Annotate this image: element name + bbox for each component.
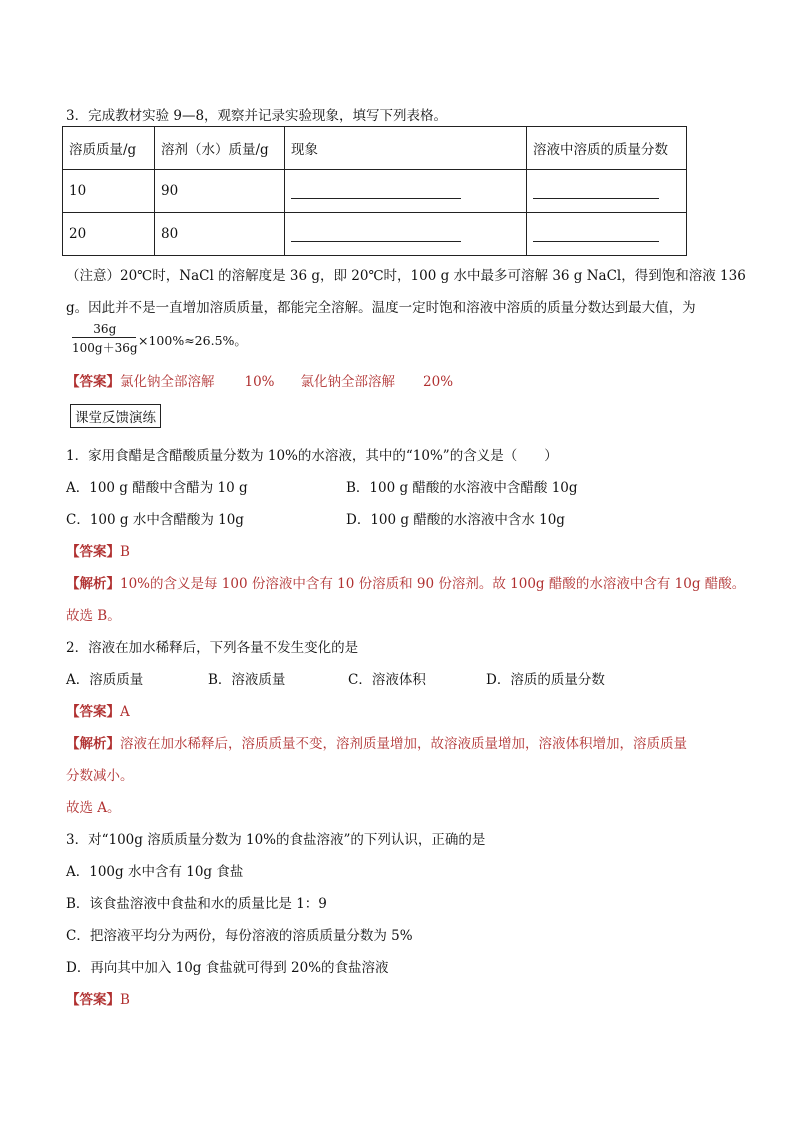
q1-analysis xyxy=(66,572,745,592)
table-cell-blank xyxy=(527,170,687,213)
table-cell: 20 xyxy=(63,213,155,256)
table-cell: 90 xyxy=(155,170,285,213)
q1-option-c: C．100 g 水中含醋酸为 10g xyxy=(66,512,244,528)
answer-label: 【答案】 xyxy=(66,992,120,1008)
q2-option-b: B．溶液质量 xyxy=(208,672,286,688)
table-header-cell: 溶质质量/g xyxy=(63,127,155,170)
q2-analysis-line-2: 分数减小。 xyxy=(66,768,134,784)
fraction-bar xyxy=(72,337,136,338)
q3-option-d: D．再向其中加入 10g 食盐就可得到 20%的食盐溶液 xyxy=(66,960,389,976)
answer-value: 10% xyxy=(244,374,275,390)
question-3-intro: 3．完成教材实验 9—8，观察并记录实验现象，填写下列表格。 xyxy=(66,108,448,124)
table-header-cell: 现象 xyxy=(285,127,527,170)
saturation-formula xyxy=(72,322,138,356)
fill-blank-line xyxy=(533,186,659,199)
formula-result: ×100%≈26.5%。 xyxy=(138,333,247,348)
analysis-label: 【解析】 xyxy=(66,736,120,752)
answer-value: 氯化钠全部溶解 xyxy=(120,374,215,390)
table-row xyxy=(63,170,687,213)
fill-blank-line xyxy=(291,186,461,199)
answer-label: 【答案】 xyxy=(66,704,120,720)
table-header-row xyxy=(63,127,687,170)
q1-option-b: B．100 g 醋酸的水溶液中含醋酸 10g xyxy=(346,480,578,496)
answer-value: B xyxy=(120,544,130,560)
note-line-1: （注意）20℃时，NaCl 的溶解度是 36 g，即 20℃时，100 g 水中最多可溶解 36 g NaCl，得到饱和溶液 136 xyxy=(66,268,746,284)
answer-value: 氯化钠全部溶解 xyxy=(300,374,396,390)
q2-option-d: D．溶质的质量分数 xyxy=(486,672,605,688)
experiment-table xyxy=(62,126,687,256)
table-header-cell: 溶剂（水）质量/g xyxy=(155,127,285,170)
table-cell-blank xyxy=(527,213,687,256)
q3-answer-line xyxy=(66,370,453,390)
note-line-2: g。因此并不是一直增加溶质质量，都能完全溶解。温度一定时饱和溶液中溶质的质量分数达到最大值，为 xyxy=(66,300,696,316)
q1-option-a: A．100 g 醋酸中含醋为 10 g xyxy=(66,480,248,496)
q2-analysis xyxy=(66,732,687,752)
fill-blank-line xyxy=(291,229,461,242)
q2-option-a: A．溶质质量 xyxy=(66,672,144,688)
table-header-cell: 溶液中溶质的质量分数 xyxy=(527,127,687,170)
q3-option-b: B．该食盐溶液中食盐和水的质量比是 1：9 xyxy=(66,896,327,912)
section-title: 课堂反馈演练 xyxy=(70,404,161,428)
q2-conclusion: 故选 A。 xyxy=(66,800,121,816)
q3-option-c: C．把溶液平均分为两份，每份溶液的溶质质量分数为 5% xyxy=(66,928,413,944)
q3-stem: 3．对“100g 溶质质量分数为 10%的食盐溶液”的下列认识，正确的是 xyxy=(66,832,486,848)
table-cell-blank xyxy=(285,213,527,256)
table-cell-blank xyxy=(285,170,527,213)
q2-answer xyxy=(66,700,130,720)
answer-label: 【答案】 xyxy=(66,374,120,390)
q1-answer xyxy=(66,540,130,560)
q3-option-a: A．100g 水中含有 10g 食盐 xyxy=(66,864,244,880)
q3-answer xyxy=(66,988,130,1008)
answer-label: 【答案】 xyxy=(66,544,120,560)
table-cell: 80 xyxy=(155,213,285,256)
formula-numerator: 36g xyxy=(93,322,117,336)
q2-option-c: C．溶液体积 xyxy=(348,672,426,688)
q2-stem: 2．溶液在加水稀释后，下列各量不发生变化的是 xyxy=(66,640,359,656)
fill-blank-line xyxy=(533,229,659,242)
answer-value: 20% xyxy=(423,374,454,390)
table-row xyxy=(63,213,687,256)
analysis-text: 10%的含义是每 100 份溶液中含有 10 份溶质和 90 份溶剂。故 100g 醋酸的水溶液中含有 10g 醋酸。 xyxy=(120,576,746,592)
q1-analysis-conclusion: 故选 B。 xyxy=(66,608,121,624)
q1-option-d: D．100 g 醋酸的水溶液中含水 10g xyxy=(346,512,565,528)
q1-stem: 1．家用食醋是含醋酸质量分数为 10%的水溶液，其中的“10%”的含义是（ ） xyxy=(66,448,558,464)
answer-value: B xyxy=(120,992,130,1008)
analysis-label: 【解析】 xyxy=(66,576,120,592)
answer-value: A xyxy=(120,704,130,720)
formula-denominator: 100g＋36g xyxy=(72,341,138,355)
analysis-text: 溶液在加水稀释后，溶质质量不变，溶剂质量增加，故溶液质量增加，溶液体积增加，溶质质量 xyxy=(120,736,687,752)
table-cell: 10 xyxy=(63,170,155,213)
